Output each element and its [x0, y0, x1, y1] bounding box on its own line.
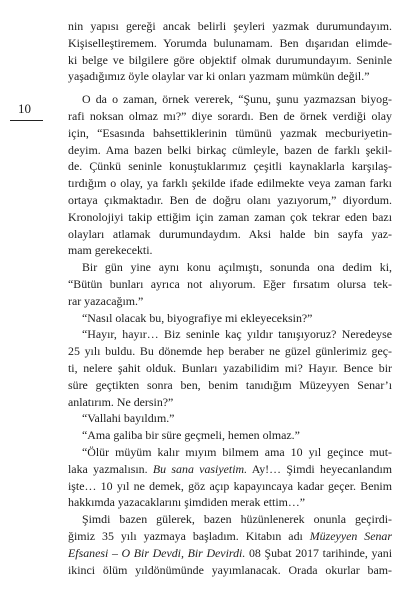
text-span: deyim. Ama bazen belki birkaç cümleyle, bazen de farklı şekil-	[68, 142, 392, 157]
text-span: “Bütün bunları ayrıca not alıyorum. Eğer fırsatım olursa tek-	[68, 276, 392, 291]
text-line	[68, 175, 392, 192]
text-line	[68, 528, 392, 545]
text-span: Efsanesi – O Bir Devdi, Bir Devirdi.	[68, 545, 246, 560]
text-span: ti, nelere şahit olduk. Bunları yazabilidim mi? Hayır. Bence bir	[68, 360, 392, 375]
text-line	[68, 91, 392, 108]
text-span: anlatırım. Ne dersin?”	[68, 394, 174, 409]
text-span: hakkımda yazacaklarını şimdiden merak ettim…”	[68, 495, 306, 510]
text-span: O da o zaman, örnek vererek, “Şunu, şunu yazmazsan biyog-	[82, 92, 392, 107]
body-text	[68, 18, 392, 578]
text-span: rafi noksan olmaz mı?” diye sorardı. Ben de örnek verdiği olay	[68, 108, 392, 123]
text-line	[68, 18, 392, 35]
text-line	[68, 52, 392, 69]
text-line	[68, 259, 392, 276]
text-line	[68, 142, 392, 159]
text-line	[68, 108, 392, 125]
page-number-rule	[10, 120, 43, 121]
text-span: 08 Şubat 2017 tarihinde, yani	[245, 545, 392, 560]
text-line	[68, 461, 392, 478]
text-span: rar yazacağım.”	[68, 293, 144, 308]
text-line	[68, 410, 392, 427]
text-span: nin yapısı gereği ancak belirli şeyleri yazmak durumundayım.	[68, 19, 392, 33]
text-line	[68, 360, 392, 377]
text-line	[68, 394, 392, 411]
text-span: “Nasıl olacak bu, biyografiye mi ekleyeceksin?”	[82, 310, 313, 325]
text-line	[68, 68, 392, 85]
text-line	[68, 209, 392, 226]
text-span: olayları atlamak durumundaydım. Aksi halde bin sayfa yaz-	[68, 226, 392, 241]
text-line	[68, 293, 392, 310]
text-span: Bir gün yine aynı konu açılmıştı, sonunda ona dedim ki,	[82, 260, 392, 275]
text-span: Bu sana vasiyetim.	[152, 461, 248, 476]
text-line	[68, 377, 392, 394]
text-line	[68, 343, 392, 360]
text-line	[68, 242, 392, 259]
text-span: tırdığım o olay, ya farklı şekilde ifade edilmekte veya zaman farkı	[68, 176, 392, 191]
text-span: ortaya çıkmaktadır. Ben de doğru olanı yazıyorum,” diyordum.	[68, 192, 392, 207]
text-span: ğimiz 35 yılı yazmaya başladım. Kitabın adı	[68, 528, 310, 543]
text-line	[68, 562, 392, 579]
text-line	[68, 35, 392, 52]
text-span: “Ölür müyüm kalır mıyım bilmem ama 10 yıl geçince mut-	[82, 444, 392, 459]
text-span: ikinci ölüm yıldönümünde yayımlanacak. Orada okurlar bam-	[68, 562, 392, 577]
text-span: “Ama galiba bir süre geçmeli, hemen olmaz.”	[82, 428, 300, 443]
text-line	[68, 276, 392, 293]
text-span: mam gerekecekti.	[68, 243, 153, 258]
text-span: ki belge ve bilgilere göre objektif olmak durumundayım. Seninle	[68, 52, 392, 67]
text-span: de. Çünkü seninle konuştuklarımız çeşitli kaynaklarla karşılaş-	[68, 159, 392, 174]
text-line	[68, 125, 392, 142]
text-line	[68, 511, 392, 528]
text-line	[68, 427, 392, 444]
text-span: işte… 10 yıl ne demek, göz açıp kapayıncaya kadar geçer. Benim	[68, 478, 392, 493]
text-span: süre geçtikten sonra ben, benim tanıdığım Müzeyyen Senar’ı	[68, 377, 392, 392]
text-line	[68, 310, 392, 327]
text-line	[68, 494, 392, 511]
text-span: 25 yılı buldu. Bu dönemde hep beraber ne güzel günlerimiz geç-	[68, 344, 392, 359]
text-line	[68, 478, 392, 495]
text-line	[68, 444, 392, 461]
text-line	[68, 545, 392, 562]
text-span: laka yazmalısın.	[68, 461, 153, 476]
text-span: yaşadığımız öyle olaylar var ki onları yazmam mümkün değil.”	[68, 69, 370, 84]
text-span: Ay!… Şimdi heyecanlandım	[247, 461, 393, 476]
text-span: Müzeyyen Senar	[309, 528, 392, 543]
text-span: “Vallahi bayıldım.”	[82, 411, 175, 426]
page-number: 10	[18, 101, 31, 116]
text-span: Kişiselleştiremem. Yorumda bulunamam. Ben dışarıdan elimde-	[68, 35, 392, 50]
text-line	[68, 192, 392, 209]
text-span: Kronolojiyi takip ettiğim için zaman zaman çok tekrar eden bazı	[68, 209, 392, 224]
text-line	[68, 326, 392, 343]
text-span: “Hayır, hayır… Biz seninle kaç yıldır tanışıyoruz? Neredeyse	[82, 327, 392, 342]
text-span: için, “Esasında bahsettiklerinin tümünü yazmak mecburiyetin-	[68, 125, 392, 140]
text-span: Şimdi bazen gülerek, bazen hüzünlenerek onunla geçirdi-	[82, 512, 392, 527]
text-line	[68, 158, 392, 175]
text-line	[68, 226, 392, 243]
